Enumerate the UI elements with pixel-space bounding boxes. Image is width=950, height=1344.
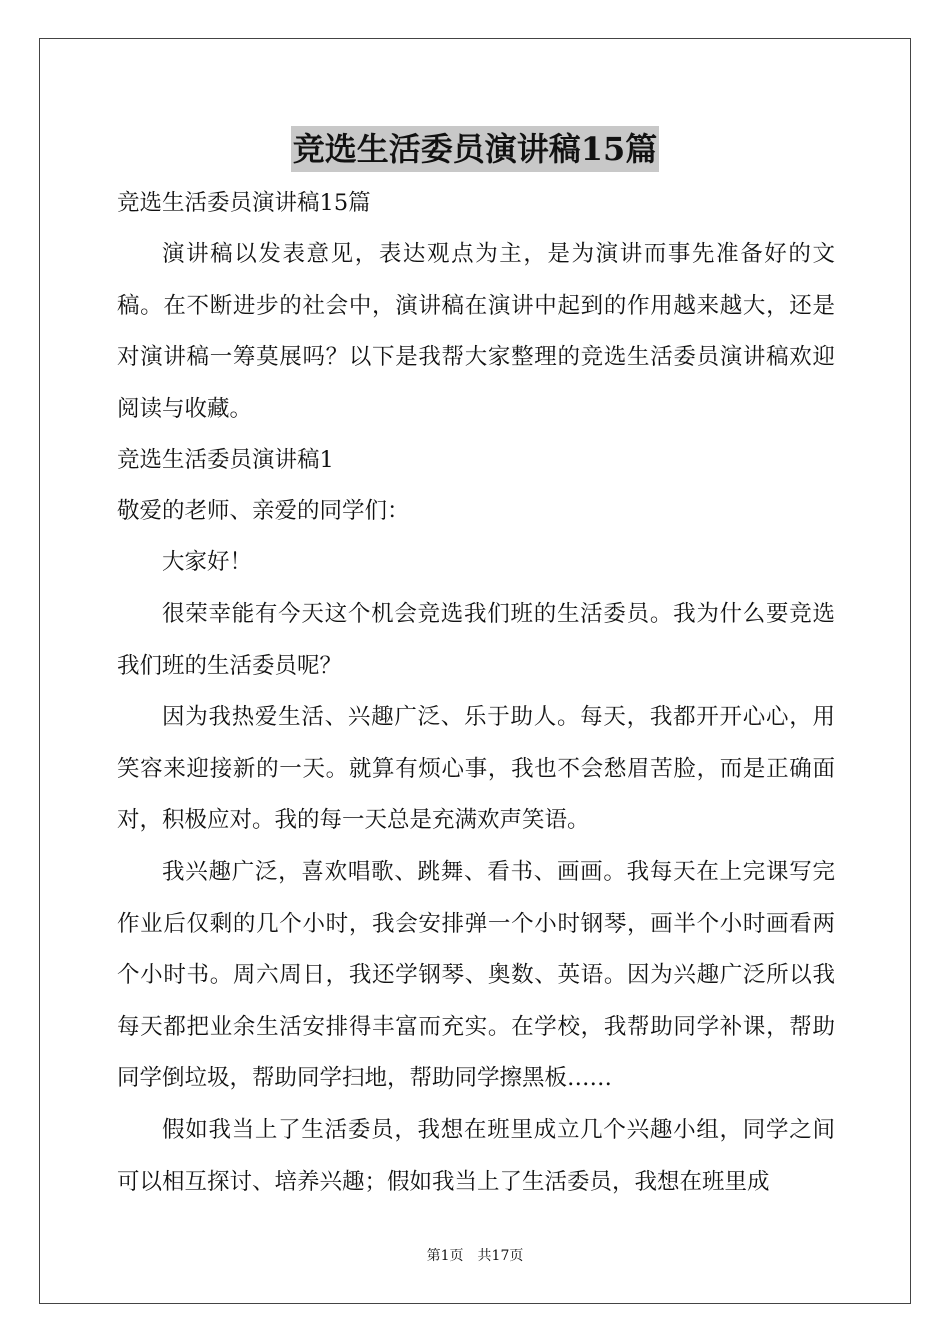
page-footer [0,1246,950,1266]
greeting: 大家好！ [162,549,253,576]
body-paragraph: 假如我当上了生活委员，我想在班里成立几个兴趣小组，同学之间可以相互探讨、培养兴趣；假如我当上了生活委员，我想在班里成 [117,1116,835,1195]
title-container [0,126,950,172]
subtitle: 竞选生活委员演讲稿15篇 [117,190,371,216]
salutation: 敬爱的老师、亲爱的同学们： [117,498,410,525]
body-paragraph: 我兴趣广泛，喜欢唱歌、跳舞、看书、画画。我每天在上完课写完作业后仅剩的几个小时，我会安排弹一个小时钢琴，画半个小时画看两个小时书。周六周日，我还学钢琴、奥数、英语。因为兴趣广泛所以我每天都把业余生活安排得丰富而充实。在学校，我帮助同学补课，帮助同学倒垃圾，帮助同学扫地，帮助同学擦黑板…… [117,858,835,1092]
body-paragraph: 很荣幸能有今天这个机会竞选我们班的生活委员。我为什么要竞选我们班的生活委员呢？ [117,600,835,679]
document-body [117,178,835,1208]
body-paragraph: 因为我热爱生活、兴趣广泛、乐于助人。每天，我都开开心心，用笑容来迎接新的一天。就算有烦心事，我也不会愁眉苦脸，而是正确面对，积极应对。我的每一天总是充满欢声笑语。 [117,704,835,834]
intro-paragraph: 演讲稿以发表意见，表达观点为主，是为演讲而事先准备好的文稿。在不断进步的社会中，演讲稿在演讲中起到的作用越来越大，还是对演讲稿一筹莫展吗？以下是我帮大家整理的竞选生活委员演讲稿欢迎阅读与收藏。 [117,241,835,422]
page-number: 第1页 共17页 [426,1248,524,1264]
document-title: 竞选生活委员演讲稿15篇 [291,126,660,172]
section-heading: 竞选生活委员演讲稿1 [117,447,334,474]
